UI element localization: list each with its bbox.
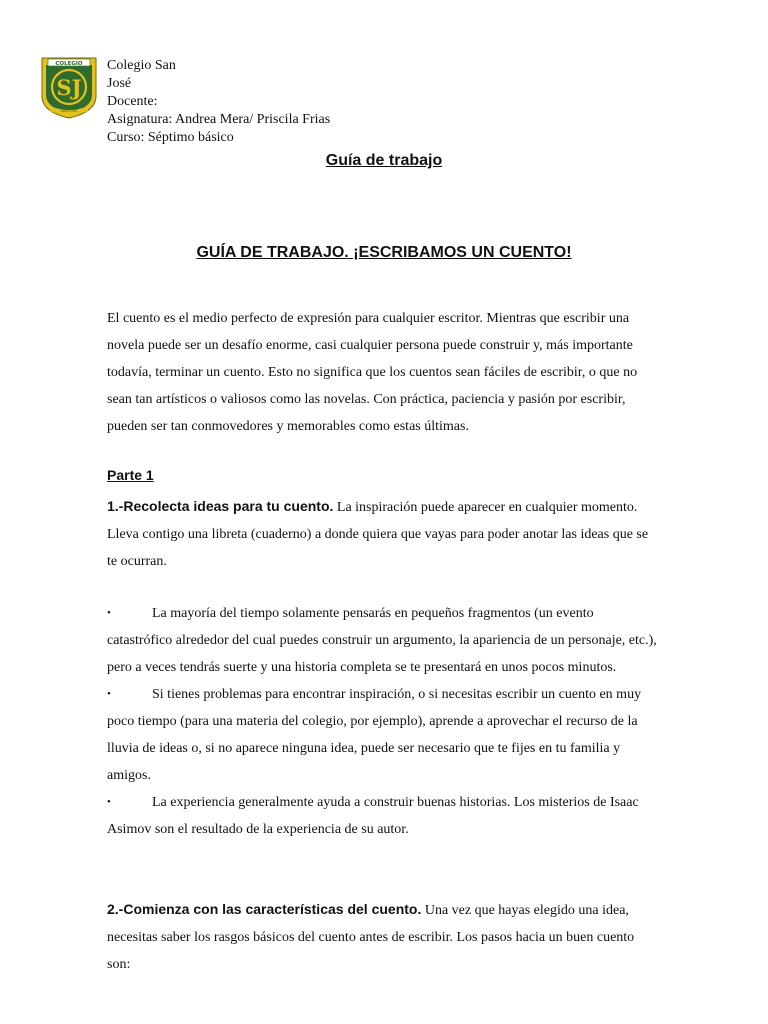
- intro-paragraph: El cuento es el medio perfecto de expresión para cualquier escritor. Mientras que escribir una novela puede ser un desafío enorme, casi cualquier persona puede construir y, más importante todavía, terminar un cuento. Esto no significa que los cuentos sean fáciles de escribir, o que no sean tan artísticos o valiosos como las novelas. Con práctica, paciencia y pasión por escribir, pueden ser tan conmovedores y memorables como estas últimas.: [107, 311, 638, 434]
- course-line: Curso: Séptimo básico: [107, 130, 234, 145]
- bullet-icon: •: [107, 688, 111, 700]
- teacher-label: Docente:: [107, 94, 158, 109]
- step-2-text: Una vez que hayas elegido una idea, necesitas saber los rasgos básicos del cuento antes de escribir. Los pasos hacia un buen cuento son:: [107, 903, 635, 972]
- bullet-icon: •: [107, 607, 111, 619]
- school-name-line2: José: [107, 76, 132, 91]
- step-1-heading: 1.-Recolecta ideas para tu cuento.: [107, 498, 334, 514]
- bullet-text: Si tienes problemas para encontrar inspiración, o si necesitas escribir un cuento en muy poco tiempo (para una materia del colegio, por ejemplo), aprende a aprovechar el recurso de la lluvia de ideas o, si no aparece ninguna idea, puede ser necesario que te fijes en tu familia y amigos.: [107, 687, 642, 783]
- step-2-heading: 2.-Comienza con las características del cuento.: [107, 901, 422, 917]
- step-1-text: La inspiración puede aparecer en cualquier momento. Lleva contigo una libreta (cuaderno) a donde quiera que vayas para poder anotar las ideas que se te ocurran.: [107, 500, 649, 569]
- crest-monogram: SJ: [56, 75, 82, 100]
- school-info-block: [107, 57, 330, 147]
- crest-banner-text: COLEGIO: [55, 61, 83, 67]
- bullet-text: La experiencia generalmente ayuda a construir buenas historias. Los misterios de Isaac Asimov son el resultado de la experiencia de su autor.: [107, 795, 639, 837]
- worksheet-title: Guía de trabajo: [325, 152, 443, 169]
- bullet-list: [107, 600, 659, 843]
- list-item: [107, 789, 659, 843]
- subject-line: Asignatura: Andrea Mera/ Priscila Frias: [107, 112, 331, 127]
- school-crest-logo: [40, 56, 98, 120]
- school-name-line1: Colegio San: [107, 58, 176, 73]
- list-item: [107, 600, 659, 681]
- part-1-label: Parte 1: [107, 467, 154, 483]
- crest-ribbon-text: SAN JOSÉ: [60, 109, 78, 113]
- worksheet-main-heading: GUÍA DE TRABAJO. ¡ESCRIBAMOS UN CUENTO!: [196, 244, 572, 261]
- list-item: [107, 681, 659, 789]
- step-2-paragraph: [107, 896, 659, 978]
- bullet-text: La mayoría del tiempo solamente pensarás en pequeños fragmentos (un evento catastrófico alrededor del cual puedes construir un argumento, la apariencia de un personaje, etc.), pero a veces tendrás suerte y una historia completa se te presentará en unos pocos minutos.: [107, 606, 657, 675]
- step-1-paragraph: [107, 493, 659, 575]
- bullet-icon: •: [107, 796, 111, 808]
